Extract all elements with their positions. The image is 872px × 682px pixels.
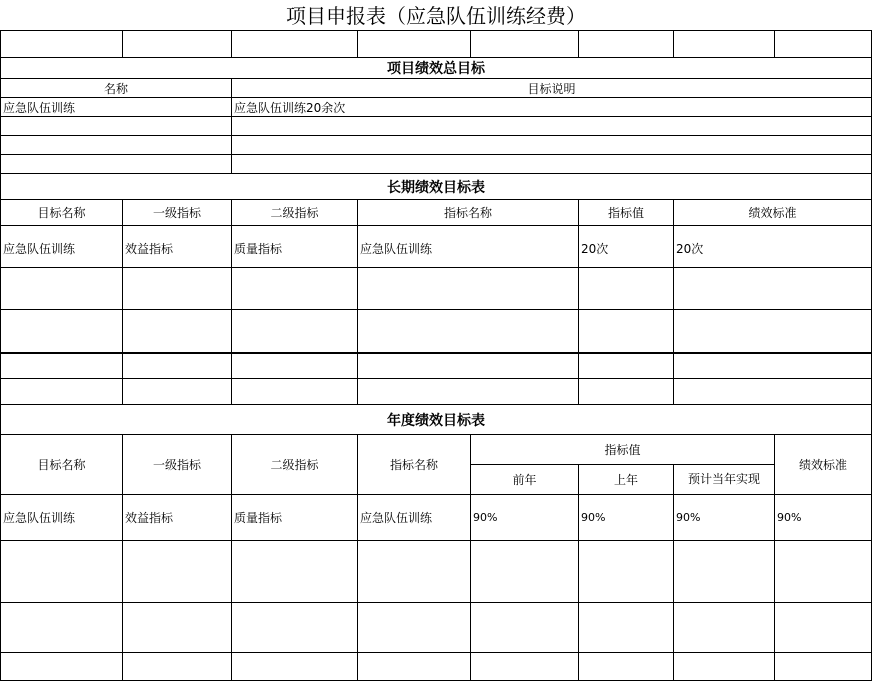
header-prev-year: 前年 (471, 465, 579, 495)
cell[interactable] (358, 603, 471, 653)
cell[interactable] (123, 268, 232, 310)
cell[interactable] (579, 653, 674, 681)
cell[interactable] (123, 603, 232, 653)
cell[interactable] (674, 310, 872, 353)
cell[interactable]: 90% (775, 495, 872, 541)
cell[interactable] (1, 155, 232, 174)
cell[interactable] (358, 653, 471, 681)
header-level1: 一级指标 (123, 435, 232, 495)
header-level1: 一级指标 (123, 200, 232, 226)
cell[interactable] (1, 603, 123, 653)
page-title: 项目申报表（应急队伍训练经费） (286, 4, 586, 28)
cell[interactable] (579, 268, 674, 310)
header-indicator-name: 指标名称 (358, 200, 579, 226)
cell[interactable]: 90% (471, 495, 579, 541)
cell[interactable] (358, 31, 471, 58)
cell[interactable] (579, 310, 674, 353)
project-table (0, 30, 872, 681)
cell[interactable] (674, 353, 872, 379)
cell[interactable] (358, 353, 579, 379)
cell[interactable] (232, 31, 358, 58)
header-indicator-value: 指标值 (579, 200, 674, 226)
cell[interactable]: 效益指标 (123, 495, 232, 541)
cell[interactable] (1, 353, 123, 379)
cell[interactable]: 应急队伍训练 (1, 226, 123, 268)
cell[interactable] (1, 653, 123, 681)
cell[interactable] (579, 379, 674, 405)
long-term-header-row (1, 200, 872, 226)
cell[interactable] (471, 31, 579, 58)
cell[interactable] (358, 379, 579, 405)
cell[interactable] (674, 653, 775, 681)
cell[interactable]: 质量指标 (232, 226, 358, 268)
cell[interactable] (775, 31, 872, 58)
cell[interactable] (1, 379, 123, 405)
overall-section-title: 项目绩效总目标 (1, 58, 872, 79)
cell[interactable] (471, 653, 579, 681)
cell[interactable] (674, 541, 775, 603)
cell[interactable] (471, 541, 579, 603)
overall-name-header: 名称 (1, 79, 232, 98)
table-row (1, 603, 872, 653)
cell[interactable] (674, 268, 872, 310)
cell[interactable] (775, 541, 872, 603)
header-indicator-value: 指标值 (471, 435, 775, 465)
cell[interactable]: 应急队伍训练 (358, 495, 471, 541)
header-indicator-name: 指标名称 (358, 435, 471, 495)
cell[interactable]: 90% (579, 495, 674, 541)
cell[interactable] (123, 379, 232, 405)
table-row (1, 117, 872, 136)
header-expected: 预计当年实现 (674, 465, 775, 495)
cell[interactable] (579, 353, 674, 379)
cell[interactable] (1, 31, 123, 58)
cell[interactable] (358, 310, 579, 353)
cell[interactable] (579, 541, 674, 603)
table-row (1, 495, 872, 541)
header-target-name: 目标名称 (1, 435, 123, 495)
cell[interactable] (358, 268, 579, 310)
cell[interactable] (674, 31, 775, 58)
cell[interactable] (123, 310, 232, 353)
table-row (1, 353, 872, 379)
overall-desc-header: 目标说明 (232, 79, 872, 98)
cell[interactable] (471, 603, 579, 653)
cell[interactable]: 应急队伍训练 (358, 226, 579, 268)
cell[interactable] (232, 117, 872, 136)
header-level2: 二级指标 (232, 435, 358, 495)
table-row (1, 541, 872, 603)
overall-name-cell[interactable]: 应急队伍训练 (1, 98, 232, 117)
cell[interactable] (1, 136, 232, 155)
cell[interactable] (123, 541, 232, 603)
cell[interactable] (232, 136, 872, 155)
cell[interactable] (1, 541, 123, 603)
cell[interactable] (123, 353, 232, 379)
table-row (1, 268, 872, 310)
table-row (1, 155, 872, 174)
cell[interactable]: 20次 (674, 226, 872, 268)
table-row (1, 653, 872, 681)
table-row (1, 310, 872, 353)
cell[interactable] (674, 379, 872, 405)
cell[interactable]: 效益指标 (123, 226, 232, 268)
cell[interactable]: 90% (674, 495, 775, 541)
cell[interactable] (123, 653, 232, 681)
cell[interactable] (579, 31, 674, 58)
header-last-year: 上年 (579, 465, 674, 495)
cell[interactable] (1, 310, 123, 353)
cell[interactable] (579, 603, 674, 653)
cell[interactable] (232, 353, 358, 379)
cell[interactable] (123, 31, 232, 58)
cell[interactable] (1, 117, 232, 136)
cell[interactable] (1, 268, 123, 310)
cell[interactable]: 应急队伍训练 (1, 495, 123, 541)
cell[interactable] (232, 155, 872, 174)
table-row (1, 379, 872, 405)
cell[interactable]: 20次 (579, 226, 674, 268)
header-target-name: 目标名称 (1, 200, 123, 226)
overall-desc-cell[interactable]: 应急队伍训练20余次 (232, 98, 872, 117)
blank-row (1, 31, 872, 58)
cell[interactable] (232, 310, 358, 353)
annual-header-row (1, 435, 872, 465)
annual-section-title: 年度绩效目标表 (1, 405, 872, 435)
cell[interactable] (232, 603, 358, 653)
cell[interactable] (358, 541, 471, 603)
header-standard: 绩效标准 (674, 200, 872, 226)
cell[interactable] (232, 653, 358, 681)
table-row (1, 226, 872, 268)
cell[interactable]: 质量指标 (232, 495, 358, 541)
header-standard: 绩效标准 (775, 435, 872, 495)
long-term-section-title: 长期绩效目标表 (1, 174, 872, 200)
cell[interactable] (232, 541, 358, 603)
cell[interactable] (775, 603, 872, 653)
cell[interactable] (775, 653, 872, 681)
cell[interactable] (232, 268, 358, 310)
table-row (1, 136, 872, 155)
cell[interactable] (232, 379, 358, 405)
header-level2: 二级指标 (232, 200, 358, 226)
cell[interactable] (674, 603, 775, 653)
table-row (1, 98, 872, 117)
